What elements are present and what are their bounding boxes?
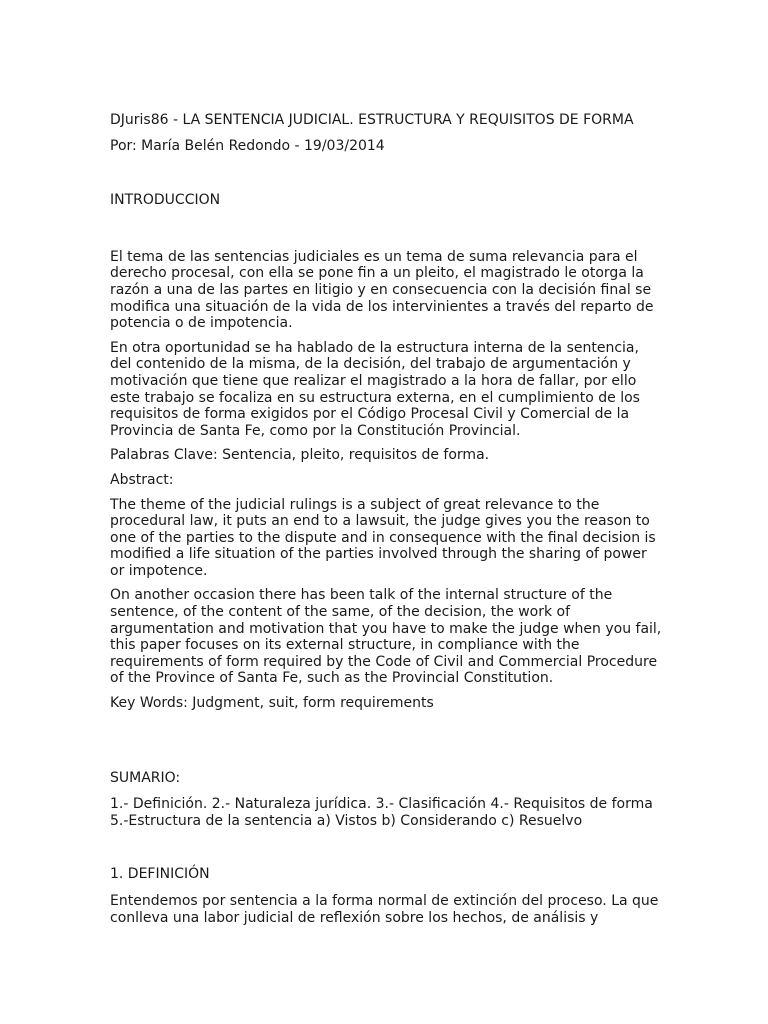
sumario-heading: SUMARIO: — [110, 769, 181, 786]
document-title: DJuris86 - LA SENTENCIA JUDICIAL. ESTRUCTURA Y REQUISITOS DE FORMA — [110, 112, 634, 128]
document-page — [110, 104, 662, 926]
definition-heading: 1. DEFINICIÓN — [110, 866, 210, 883]
author-byline: Por: María Belén Redondo - 19/03/2014 — [110, 137, 385, 154]
abstract-label: Abstract: — [110, 471, 174, 488]
abstract-paragraph: On another occasion there has been talk of the internal structure of the sentence, of the content of the same, of the decision, the work of argumentation and motivation that you have to make the judge when you fail, this paper focuses on its external structure, in compliance with the requirements of form required by the Code of Civil and Commercial Procedure of the Province of Santa Fe, such as the Provincial Constitution. — [110, 587, 662, 687]
intro-paragraph: En otra oportunidad se ha hablado de la estructura interna de la sentencia, del contenido de la misma, de la decisión, del trabajo de argumentación y motivación que tiene que realizar el magistrado a la hora de fallar, por ello este trabajo se focaliza en su estructura externa, en el cumplimiento de los requisitos de forma exigidos por el Código Procesal Civil y Comercial de la Provincia de Santa Fe, como por la Constitución Provincial. — [110, 339, 640, 439]
introduction-heading: INTRODUCCION — [110, 192, 221, 209]
keywords-spanish: Palabras Clave: Sentencia, pleito, requisitos de forma. — [110, 447, 490, 464]
abstract-paragraph: The theme of the judicial rulings is a subject of great relevance to the procedural law, it puts an end to a lawsuit, the judge gives you the reason to one of the parties to the dispute and in consequence with the final decision is modified a life situation of the parties involved through the sharing of power or impotence. — [110, 496, 656, 579]
definition-paragraph: Entendemos por sentencia a la forma normal de extinción del proceso. La que conlleva una labor judicial de reflexión sobre los hechos, de análisis y — [110, 893, 659, 926]
intro-paragraph: El tema de las sentencias judiciales es un tema de suma relevancia para el derecho procesal, con ella se pone fin a un pleito, el magistrado le otorga la razón a una de las partes en litigio y en consecuencia con la decisión final se modifica una situación de la vida de los intervinientes a través del reparto de potencia o de impotencia. — [110, 248, 654, 332]
sumario-text: 1.- Definición. 2.- Naturaleza jurídica. 3.- Clasificación 4.- Requisitos de forma 5.-Estructura de la sentencia a) Vistos b) Considerando c) Resuelvo — [110, 796, 653, 829]
keywords-english: Key Words: Judgment, suit, form requirements — [110, 695, 434, 712]
